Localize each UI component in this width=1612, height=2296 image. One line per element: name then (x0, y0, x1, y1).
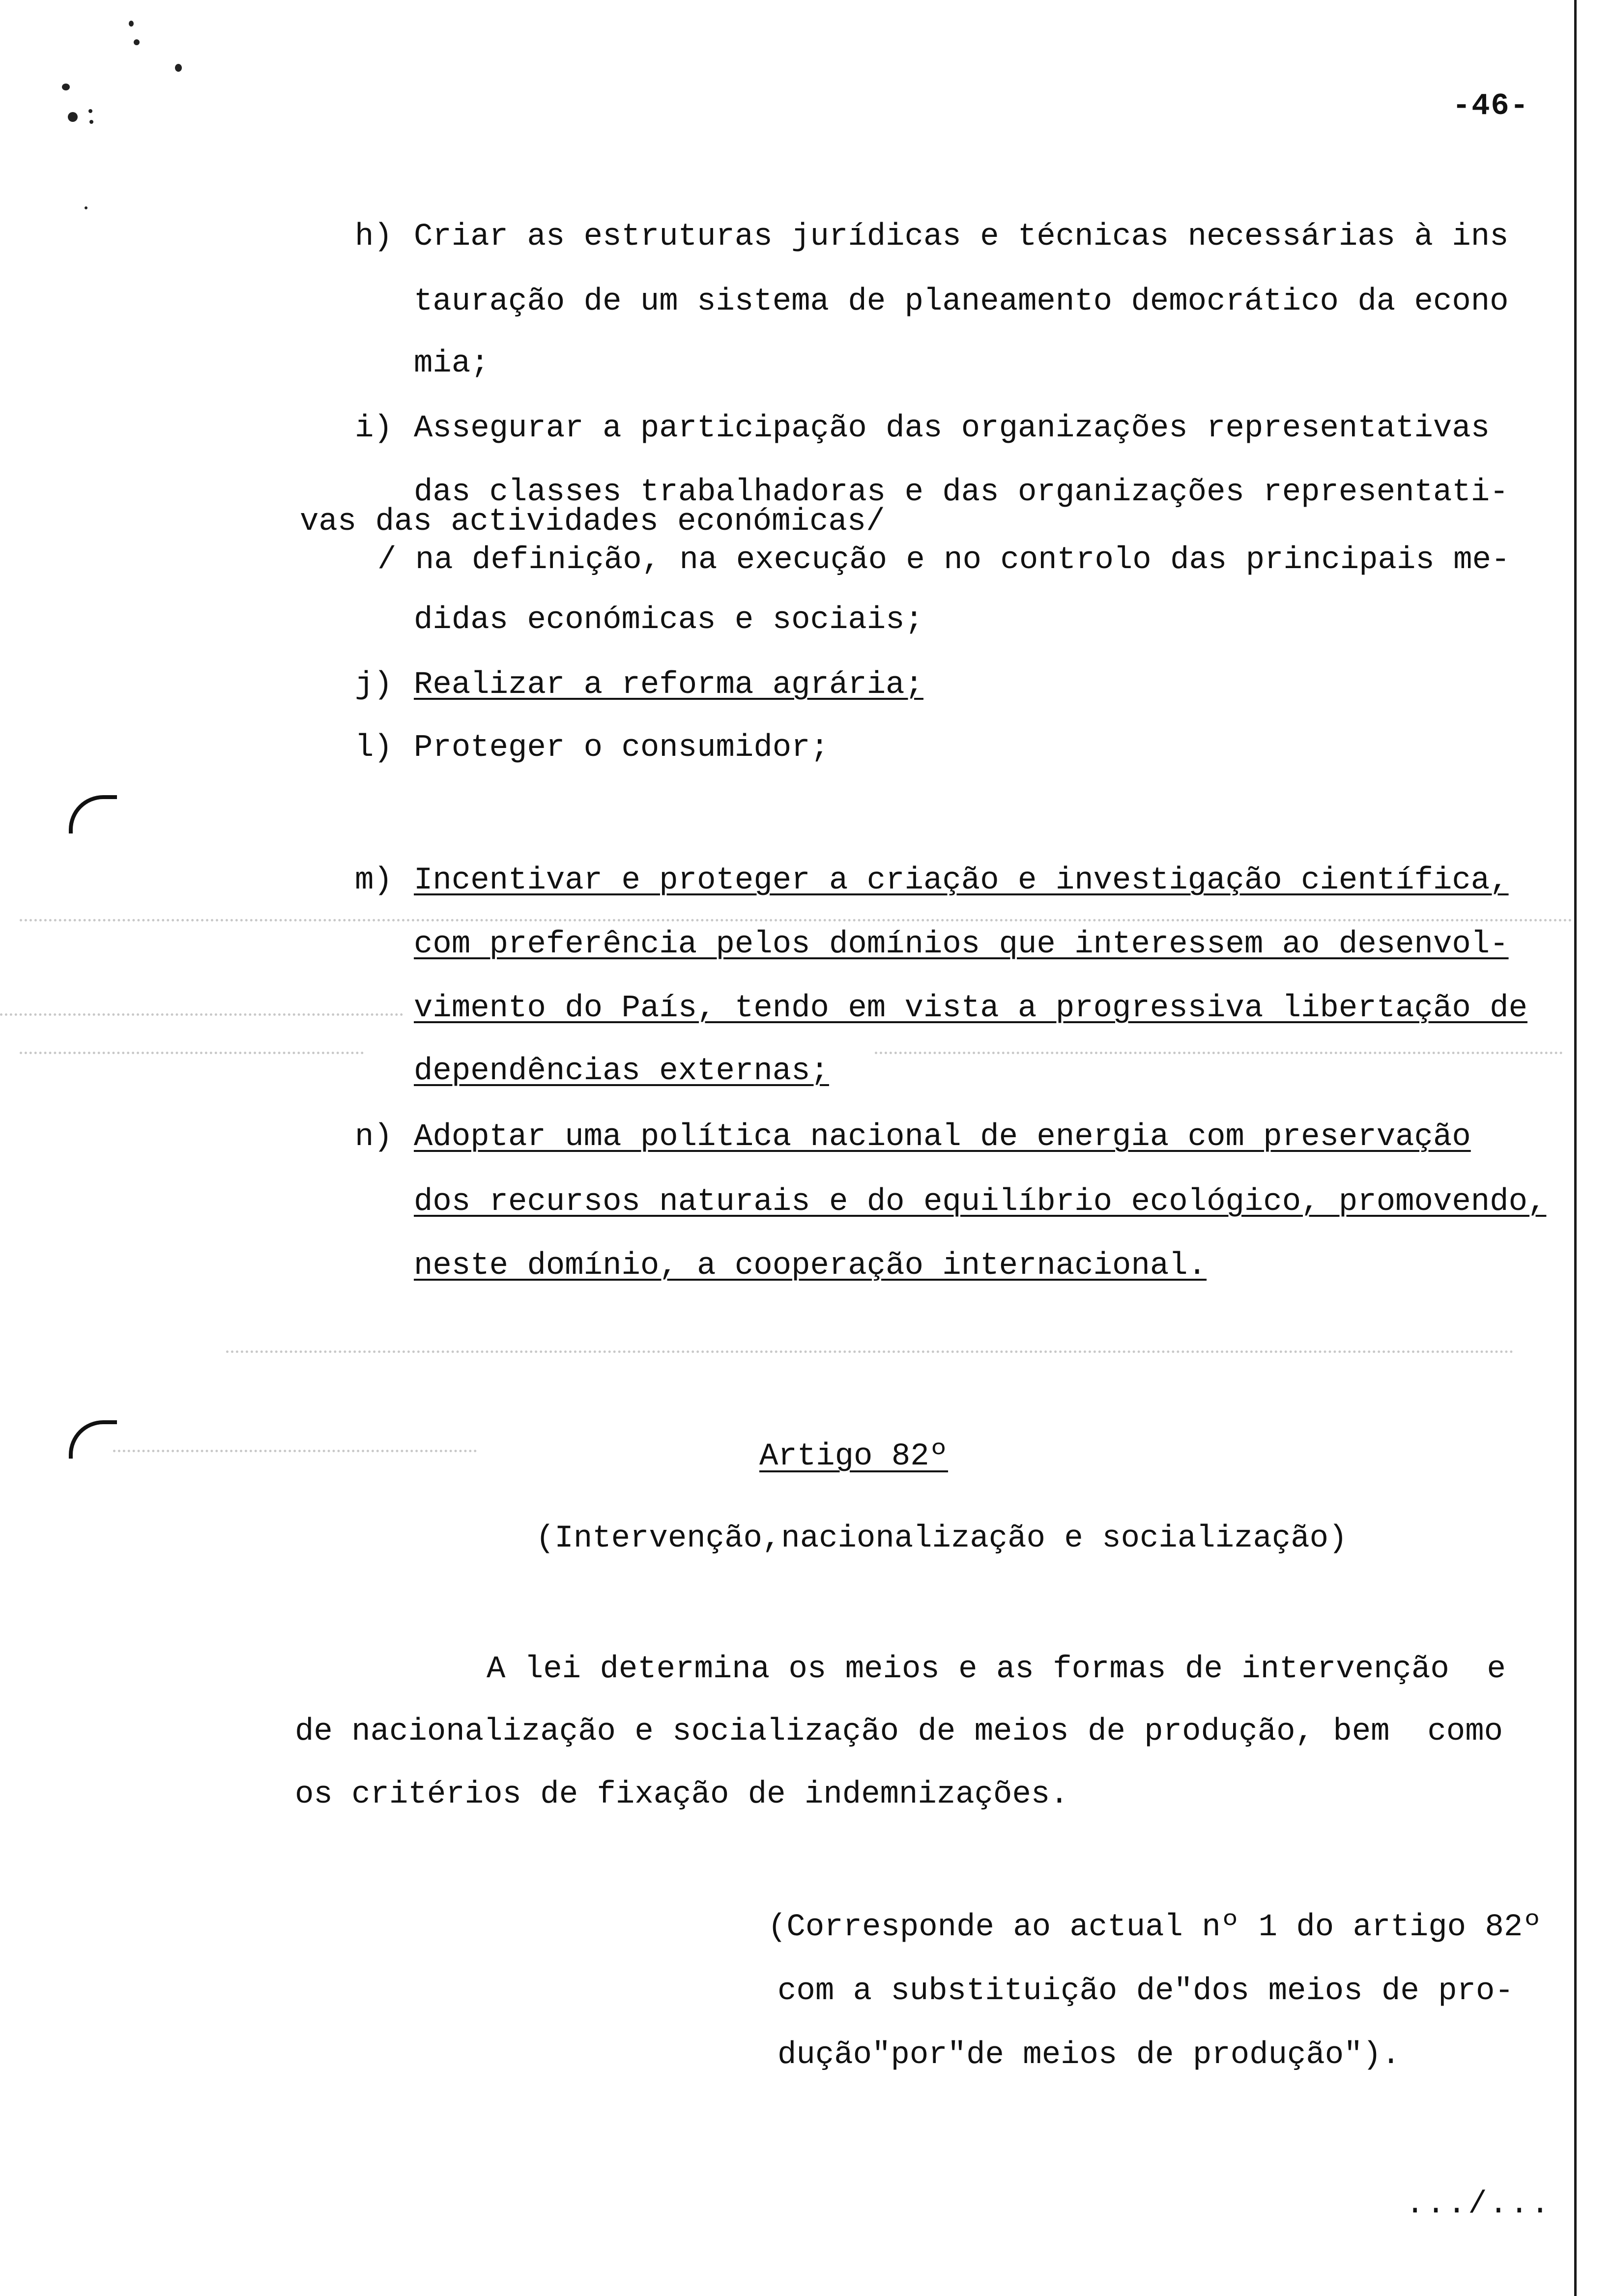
article-note-line: dução"por"de meios de produção"). (777, 2038, 1401, 2073)
scan-speck (85, 206, 87, 209)
item-text-line: das classes trabalhadoras e das organizações representati- (414, 475, 1509, 510)
scan-noise (0, 1013, 403, 1023)
article-note-line: (Corresponde ao actual nº 1 do artigo 82º (768, 1910, 1542, 1945)
item-label: l) (355, 730, 393, 766)
item-text-line: didas económicas e sociais; (414, 603, 923, 638)
article-title: Artigo 82º (759, 1439, 949, 1474)
item-text-line: vimento do País, tendo em vista a progressiva libertação de (414, 991, 1527, 1026)
item-text-line: dos recursos naturais e do equilíbrio ecológico, promovendo, (414, 1184, 1547, 1220)
scan-noise (875, 1052, 1563, 1061)
article-paragraph-line: de nacionalização e socialização de meios de produção, bem como (295, 1714, 1503, 1750)
scan-speck (68, 112, 78, 122)
article-paragraph-line: A lei determina os meios e as formas de intervenção e (487, 1652, 1506, 1687)
scan-noise (20, 1052, 364, 1061)
scan-speck (89, 120, 93, 124)
item-text-line: Assegurar a participação das organizações representativas (414, 411, 1490, 446)
item-text-line: vas das actividades económicas/ (300, 504, 885, 540)
item-label: j) (355, 667, 393, 703)
item-text-line: Criar as estruturas jurídicas e técnicas necessárias à ins (414, 219, 1509, 255)
item-text-line: / na definição, na execução e no controlo das principais me- (377, 543, 1510, 578)
item-text-line: Incentivar e proteger a criação e investigação científica, (414, 863, 1509, 898)
item-text-line: Proteger o consumidor; (414, 730, 829, 766)
page-edge-rule (1574, 0, 1577, 2296)
punch-hole-mark-icon (69, 1420, 117, 1459)
scan-speck (175, 64, 182, 72)
scan-speck (62, 84, 70, 90)
item-text-line: tauração de um sistema de planeamento democrático da econo (414, 284, 1509, 319)
scan-noise (226, 1350, 1514, 1360)
item-text-line: Realizar a reforma agrária; (414, 667, 923, 703)
article-paragraph-line: os critérios de fixação de indemnizações. (295, 1777, 1069, 1812)
article-note-line: com a substituição de"dos meios de pro- (777, 1974, 1514, 2009)
scan-noise (113, 1450, 477, 1459)
punch-hole-mark-icon (69, 795, 117, 833)
item-label: n) (355, 1119, 393, 1155)
item-label: i) (355, 411, 393, 446)
item-label: m) (355, 863, 393, 898)
page-number: -46- (1452, 88, 1529, 123)
scan-speck (88, 109, 92, 113)
item-label: h) (355, 219, 393, 255)
item-text-line: neste domínio, a cooperação internacional. (414, 1248, 1207, 1284)
scan-speck (134, 39, 140, 45)
continuation-marker: .../... (1406, 2187, 1552, 2222)
item-text-line: dependências externas; (414, 1054, 829, 1089)
scan-speck (129, 21, 134, 27)
item-text-line: Adoptar uma política nacional de energia com preservação (414, 1119, 1471, 1155)
item-text-line: mia; (414, 346, 489, 381)
item-text-line: com preferência pelos domínios que interessem ao desenvol- (414, 927, 1509, 962)
article-subtitle: (Intervenção,nacionalização e socialização) (536, 1521, 1348, 1556)
